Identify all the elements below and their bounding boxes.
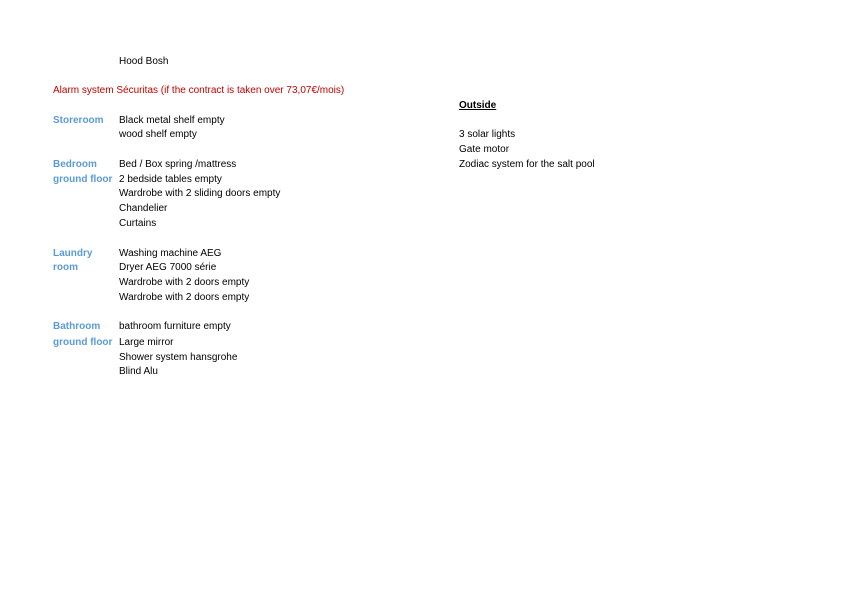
laundry-item: Wardrobe with 2 doors empty [119,292,250,303]
bedroom-item: Chandelier [119,203,168,214]
bedroom-item: Bed / Box spring /mattress [119,159,237,170]
outside-item: Gate motor [459,144,510,155]
section-label-storeroom: Storeroom [53,115,104,126]
section-label-bedroom-floor: ground floor [53,174,113,185]
section-label-bathroom-floor: ground floor [53,337,113,348]
section-label-laundry: Laundry [53,248,93,259]
laundry-item: Wardrobe with 2 doors empty [119,277,250,288]
bathroom-item: Shower system hansgrohe [119,352,238,363]
storeroom-item: wood shelf empty [119,129,197,140]
bathroom-item: bathroom furniture empty [119,321,231,332]
section-label-bathroom: Bathroom [53,321,101,332]
outside-item: 3 solar lights [459,129,516,140]
laundry-item: Washing machine AEG [119,248,222,259]
bathroom-item: Blind Alu [119,366,158,377]
storeroom-item: Black metal shelf empty [119,115,225,126]
section-label-bedroom: Bedroom [53,159,97,170]
bathroom-item: Large mirror [119,337,174,348]
bedroom-item: 2 bedside tables empty [119,174,222,185]
outside-item: Zodiac system for the salt pool [459,159,595,170]
laundry-item: Dryer AEG 7000 série [119,262,217,273]
alarm-note: Alarm system Sécuritas (if the contract is taken over 73,07€/mois) [53,85,345,96]
section-label-laundry-room: room [53,262,78,273]
bedroom-item: Curtains [119,218,157,229]
bedroom-item: Wardrobe with 2 sliding doors empty [119,188,281,199]
outside-title: Outside [459,100,497,111]
hood-item: Hood Bosh [119,56,169,67]
